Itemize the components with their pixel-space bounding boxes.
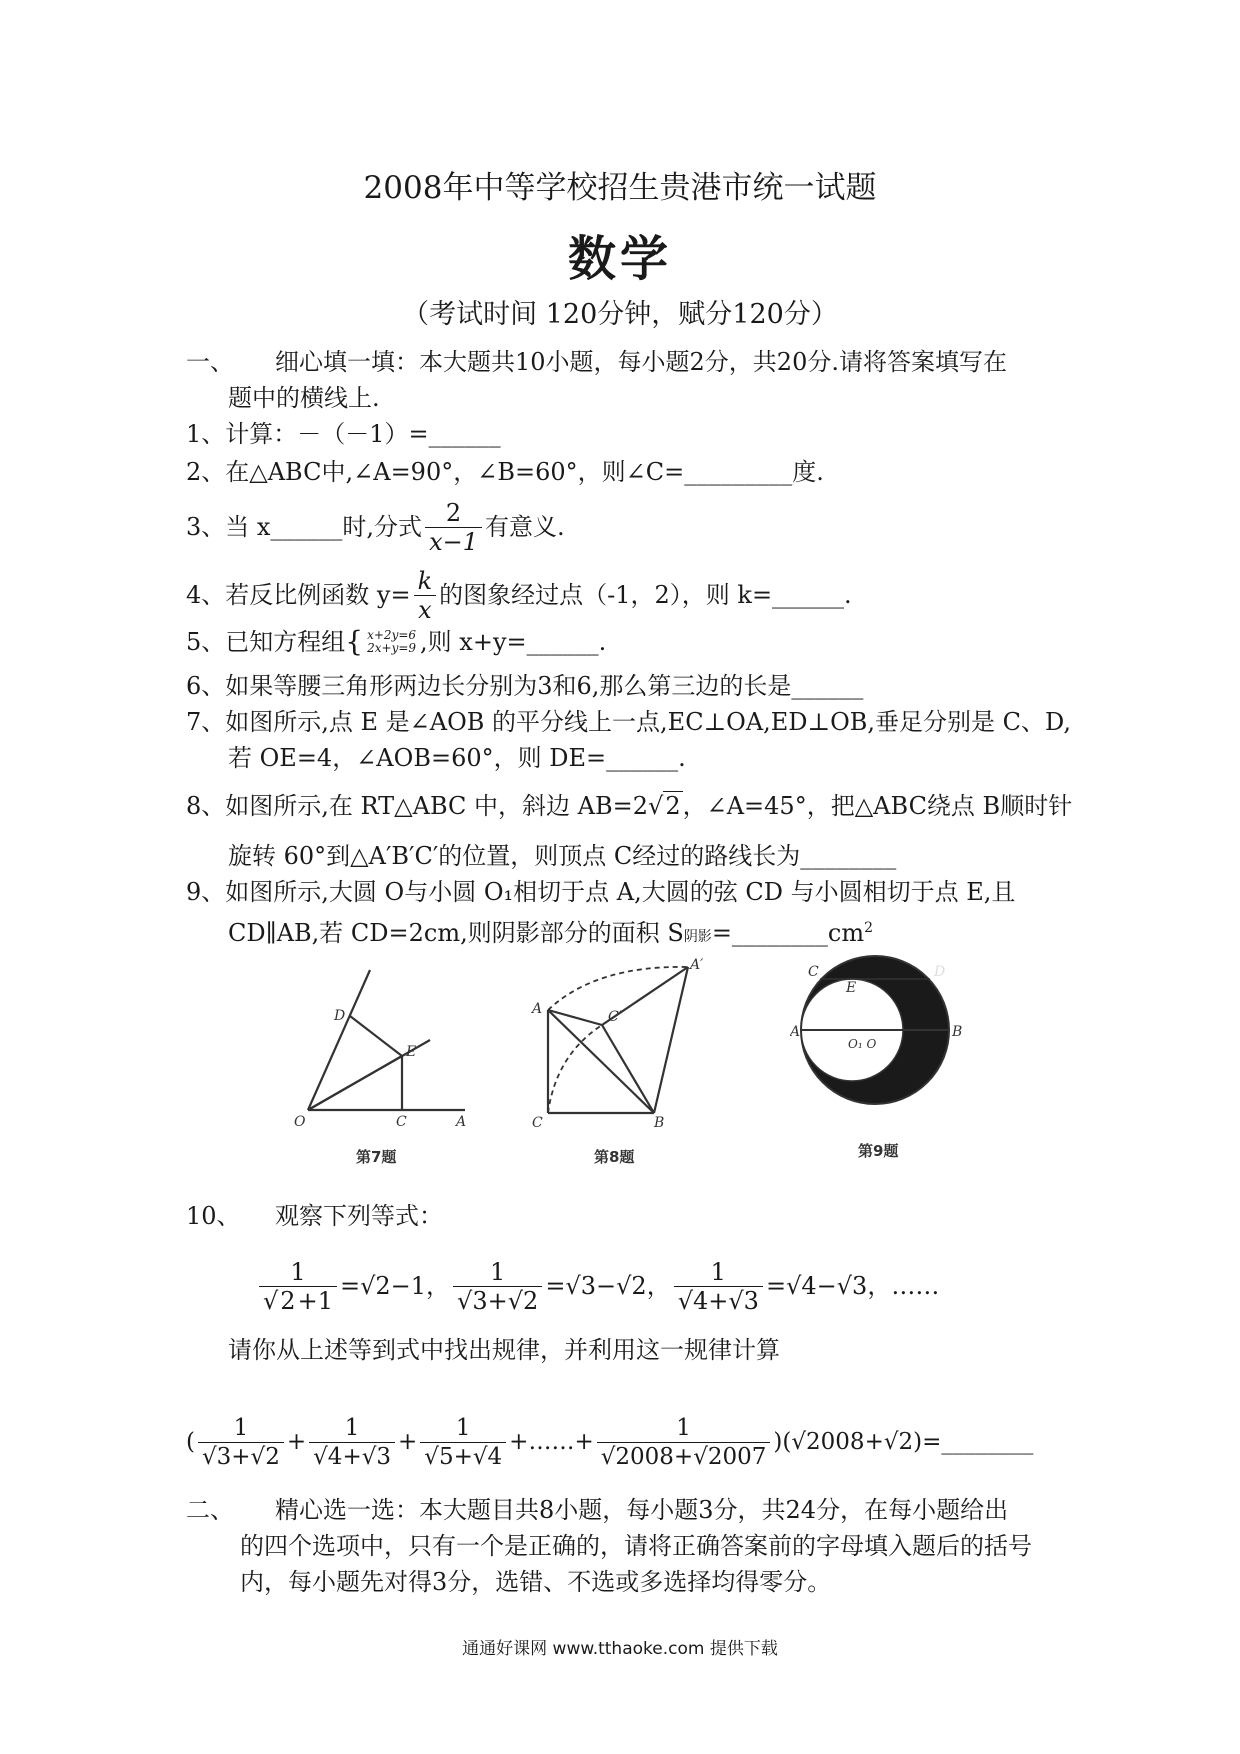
q10-calc-frac4: $\frac{1}{√2008+√2007}$ [597, 1414, 771, 1471]
figure-8 [526, 955, 706, 1130]
q3-numerator: 2 [425, 499, 482, 528]
question-3 [186, 492, 565, 562]
fig8-arc-c [548, 1025, 602, 1113]
fig9-caption: 第9题 [858, 1142, 899, 1160]
q10-eq2-fraction: $\frac{1}{√3+√2}$ [453, 1258, 542, 1315]
q4-numerator: k [414, 567, 437, 596]
fig9-label-a: A [790, 1024, 801, 1040]
q10-eq3-rhs: =√4−√3，…… [765, 1272, 940, 1300]
question-1: 1、计算：－（－1）=______ [186, 420, 501, 448]
fig8-label-c: C [532, 1115, 543, 1130]
fig7-label-d: D [334, 1008, 346, 1024]
q5-brace: { [345, 625, 364, 658]
q8-prefix: 8、如图所示,在 RT△ABC 中，斜边 AB=2 [186, 792, 649, 820]
exam-subject: 数学 [567, 231, 672, 287]
fig9-label-d: D [934, 964, 946, 980]
q5-system [367, 629, 416, 655]
figure-9 [790, 948, 965, 1118]
section1-number: 一、 [186, 348, 234, 376]
section2-line1: 精心选一选：本大题目共8小题，每小题3分，共24分，在每小题给出 [275, 1496, 1009, 1524]
q10-eq1-den: √2+1 [263, 1286, 333, 1315]
q9-mid: =________cm [711, 919, 865, 947]
fig7-ed [350, 1016, 402, 1056]
q3-prefix: 3、当 x______时,分式 [186, 513, 423, 541]
q5-eq1: x+2y=6 [367, 628, 417, 642]
q10-equations [256, 1248, 939, 1324]
q5-suffix: ,则 x+y=______. [420, 628, 607, 656]
figure-7 [290, 960, 490, 1130]
question-2: 2、在△ABC中,∠A=90°，∠B=60°，则∠C=_________度. [186, 458, 824, 486]
q10-calculation: ( $\frac{1}{√3+√2}$ + $\frac{1}{√4+√3}$ + $\frac{1}{√5+√4}$ +……+ $\frac{1}{√2008+√2007}$ )(√2008+√2)=________ [186, 1414, 1034, 1470]
q10-eq3-den: √4+√3 [677, 1286, 759, 1315]
q3-fraction [425, 499, 482, 556]
q5-prefix: 5、已知方程组 [186, 628, 346, 656]
question-10-intro: 观察下列等式： [275, 1202, 443, 1230]
q10-eq3-fraction: $\frac{1}{√4+√3}$ [674, 1258, 763, 1315]
section1-intro-line1: 细心填一填：本大题共10小题，每小题2分，共20分.请将答案填写在 [275, 348, 1007, 376]
question-9-line1: 9、如图所示,大圆 O与小圆 O₁相切于点 A,大圆的弦 CD 与小圆相切于点 E,且 [186, 878, 1016, 906]
q10-calc-tail: )(√2008+√2)=________ [773, 1429, 1034, 1455]
q10-calc-frac2: $\frac{1}{√4+√3}$ [309, 1414, 395, 1471]
q10-calc-frac3: $\frac{1}{√5+√4}$ [420, 1414, 506, 1471]
q10-eq2-den: √3+√2 [457, 1286, 539, 1315]
fig7-label-e: E [406, 1044, 417, 1060]
q9-prefix: CD∥AB,若 CD=2cm,则阴影部分的面积 S [228, 919, 684, 947]
fig8-arc-a [548, 967, 688, 1010]
q10-calc-frac1: $\frac{1}{√3+√2}$ [198, 1414, 284, 1471]
q3-denominator: x−1 [429, 527, 478, 556]
q10-eq1-fraction [259, 1258, 337, 1315]
fig9-label-b: B [952, 1024, 963, 1040]
fig7-label-o: O [294, 1114, 306, 1130]
q5-eq2: 2x+y=9 [367, 641, 417, 655]
fig8-label-c2: C′ [608, 1009, 622, 1025]
fig8-label-a: A [532, 1001, 543, 1017]
section2-line3: 内，每小题先对得3分，选错、不选或多选择均得零分。 [240, 1568, 832, 1596]
section1-intro-line2: 题中的横线上. [228, 384, 380, 412]
fig9-label-o: O₁ O [848, 1037, 877, 1051]
question-4 [186, 560, 852, 630]
fig7-label-a: A [456, 1114, 467, 1130]
section2-number: 二、 [186, 1496, 234, 1524]
exam-info: （考试时间 120分钟，赋分120分） [402, 299, 838, 330]
q10-eq1-num: 1 [259, 1258, 337, 1287]
section2-line2: 的四个选项中，只有一个是正确的，请将正确答案前的字母填入题后的括号 [240, 1532, 1032, 1560]
question-7-line2: 若 OE=4，∠AOB=60°，则 DE=______. [228, 744, 686, 772]
question-6: 6、如果等腰三角形两边长分别为3和6,那么第三边的长是______ [186, 672, 864, 700]
question-10-label: 10、 [186, 1202, 241, 1230]
q9-superscript: 2 [864, 920, 874, 936]
q8-suffix: ，∠A=45°，把△ABC绕点 B顺时针 [682, 792, 1073, 820]
fig9-label-c: C [808, 964, 819, 980]
q10-eq1-rhs: =√2−1， [339, 1272, 451, 1300]
q8-radicand: 2 [665, 792, 681, 820]
fig9-label-e: E [846, 980, 857, 996]
question-10-line: 请你从上述等到式中找出规律，并利用这一规律计算 [228, 1336, 780, 1364]
fig8-label-b: B [654, 1115, 665, 1130]
q10-eq2-rhs: =√3−√2， [545, 1272, 671, 1300]
q4-fraction [414, 567, 437, 624]
question-8-line2: 旋转 60°到△A′B′C′的位置，则顶点 C经过的路线长为________ [228, 842, 897, 870]
fig8-caption: 第8题 [594, 1148, 635, 1166]
q8-sqrt: √2 [648, 792, 681, 820]
question-9-line2 [228, 912, 873, 953]
fig7-oe [308, 1056, 402, 1110]
fig7-ray-ob [308, 970, 370, 1110]
question-8-line1 [186, 790, 1072, 822]
q4-suffix: 的图象经过点（-1，2），则 k=______. [439, 581, 852, 609]
q4-prefix: 4、若反比例函数 y= [186, 581, 411, 609]
fig7-caption: 第7题 [356, 1148, 397, 1166]
fig8-ba2 [654, 967, 688, 1113]
q3-suffix: 有意义. [484, 513, 565, 541]
fig7-label-c: C [396, 1114, 407, 1130]
q4-denominator: x [418, 595, 432, 624]
question-5 [186, 622, 606, 662]
exam-title: 2008年中等学校招生贵港市统一试题 [363, 170, 877, 206]
question-7-line1: 7、如图所示,点 E 是∠AOB 的平分线上一点,EC⊥OA,ED⊥OB,垂足分别是 C、D, [186, 708, 1072, 736]
q9-subscript: 阴影 [683, 929, 712, 945]
page-footer: 通通好课网 www.tthaoke.com 提供下载 [462, 1639, 778, 1659]
fig8-label-a2: A′ [690, 957, 704, 973]
